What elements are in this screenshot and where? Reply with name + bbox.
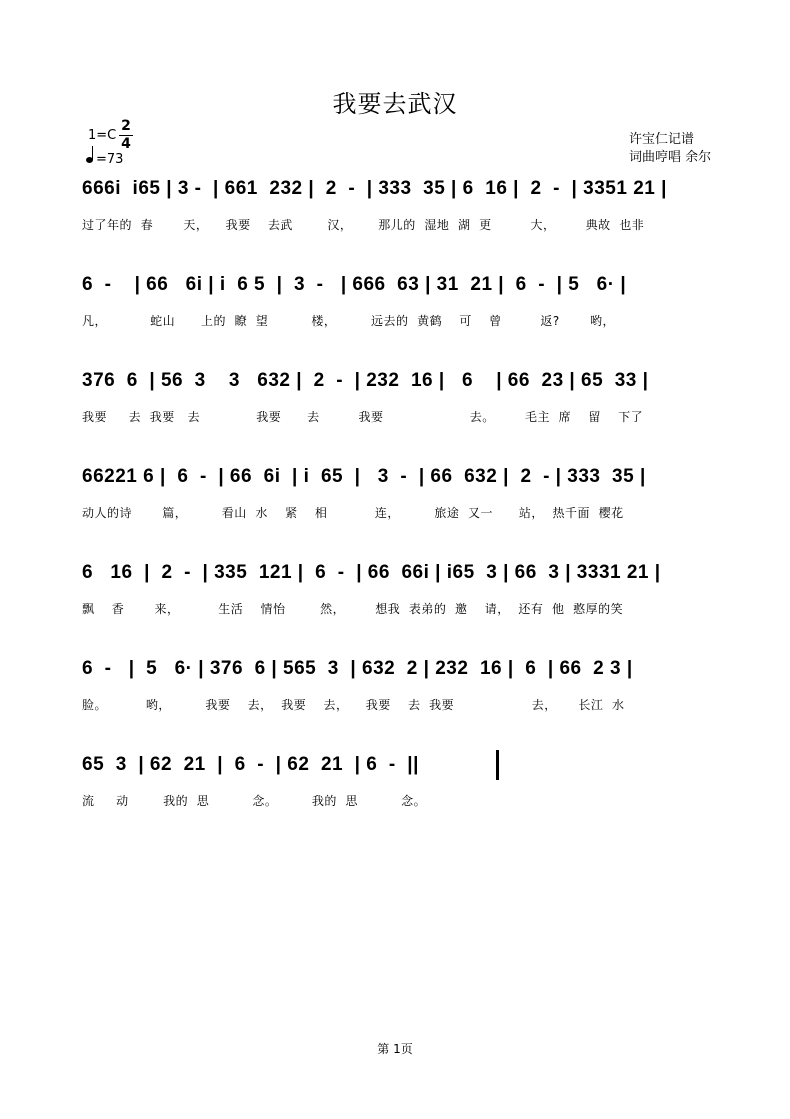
lyrics-line: 过了年的 春 天， 我要 去武 汉， 那儿的 湿地 湖 更 大， 典故 也非 bbox=[82, 218, 645, 232]
quarter-note-icon bbox=[86, 157, 93, 163]
notes-line: 376 6 | 56 3 3 632 | 2 - | 232 16 | 6 | 66 23 | 65 33 | bbox=[82, 370, 649, 391]
song-title: 我要去武汉 bbox=[332, 90, 458, 118]
notes-line: 66221 6 | 6 - | 66 6i | i 65 | 3 - | 66 632 | 2 - | 333 35 | bbox=[82, 466, 646, 487]
tempo-marking bbox=[86, 152, 123, 167]
lyrics-line: 流 动 我的 思 念。 我的 思 念。 bbox=[82, 794, 427, 808]
key-signature: 1=C bbox=[88, 128, 117, 143]
notes-line: 65 3 | 62 21 | 6 - | 62 21 | 6 - || bbox=[82, 754, 419, 775]
lyrics-line: 凡， 蛇山 上的 瞭 望 楼， 远去的 黄鹤 可 曾 返? 哟， bbox=[82, 314, 615, 328]
time-signature bbox=[119, 119, 133, 152]
lyrics-line: 脸。 哟， 我要 去， 我要 去， 我要 去 我要 去， 长江 水 bbox=[82, 698, 625, 712]
time-signature-top: 2 bbox=[121, 118, 131, 134]
page-number: 第 1页 bbox=[377, 1042, 413, 1056]
time-signature-bottom: 4 bbox=[121, 136, 131, 152]
lyrics-line: 我要 去 我要 去 我要 去 我要 去。 毛主 席 留 下了 bbox=[82, 410, 644, 424]
notes-line: 666i i65 | 3 - | 661 232 | 2 - | 333 35 | 6 16 | 2 - | 3351 21 | bbox=[82, 178, 667, 199]
notation-credit: 许宝仁记谱 bbox=[629, 132, 695, 147]
lyrics-line: 动人的诗 篇， 看山 水 紧 相 连， 旅途 又一 站， 热千面 樱花 bbox=[82, 506, 624, 520]
notes-line: 6 - | 66 6i | i 6 5 | 3 - | 666 63 | 31 21 | 6 - | 5 6· | bbox=[82, 274, 627, 295]
final-barline bbox=[496, 750, 499, 780]
tempo-value: =73 bbox=[96, 152, 124, 167]
lyrics-music-credit: 词曲哼唱 余尔 bbox=[629, 150, 712, 165]
notes-line: 6 16 | 2 - | 335 121 | 6 - | 66 66i | i65 3 | 66 3 | 3331 21 | bbox=[82, 562, 661, 583]
lyrics-line: 飘 香 来， 生活 情怡 然， 想我 表弟的 邀 请， 还有 他 憨厚的笑 bbox=[82, 602, 624, 616]
notes-line: 6 - | 5 6· | 376 6 | 565 3 | 632 2 | 232 16 | 6 | 66 2 3 | bbox=[82, 658, 633, 679]
